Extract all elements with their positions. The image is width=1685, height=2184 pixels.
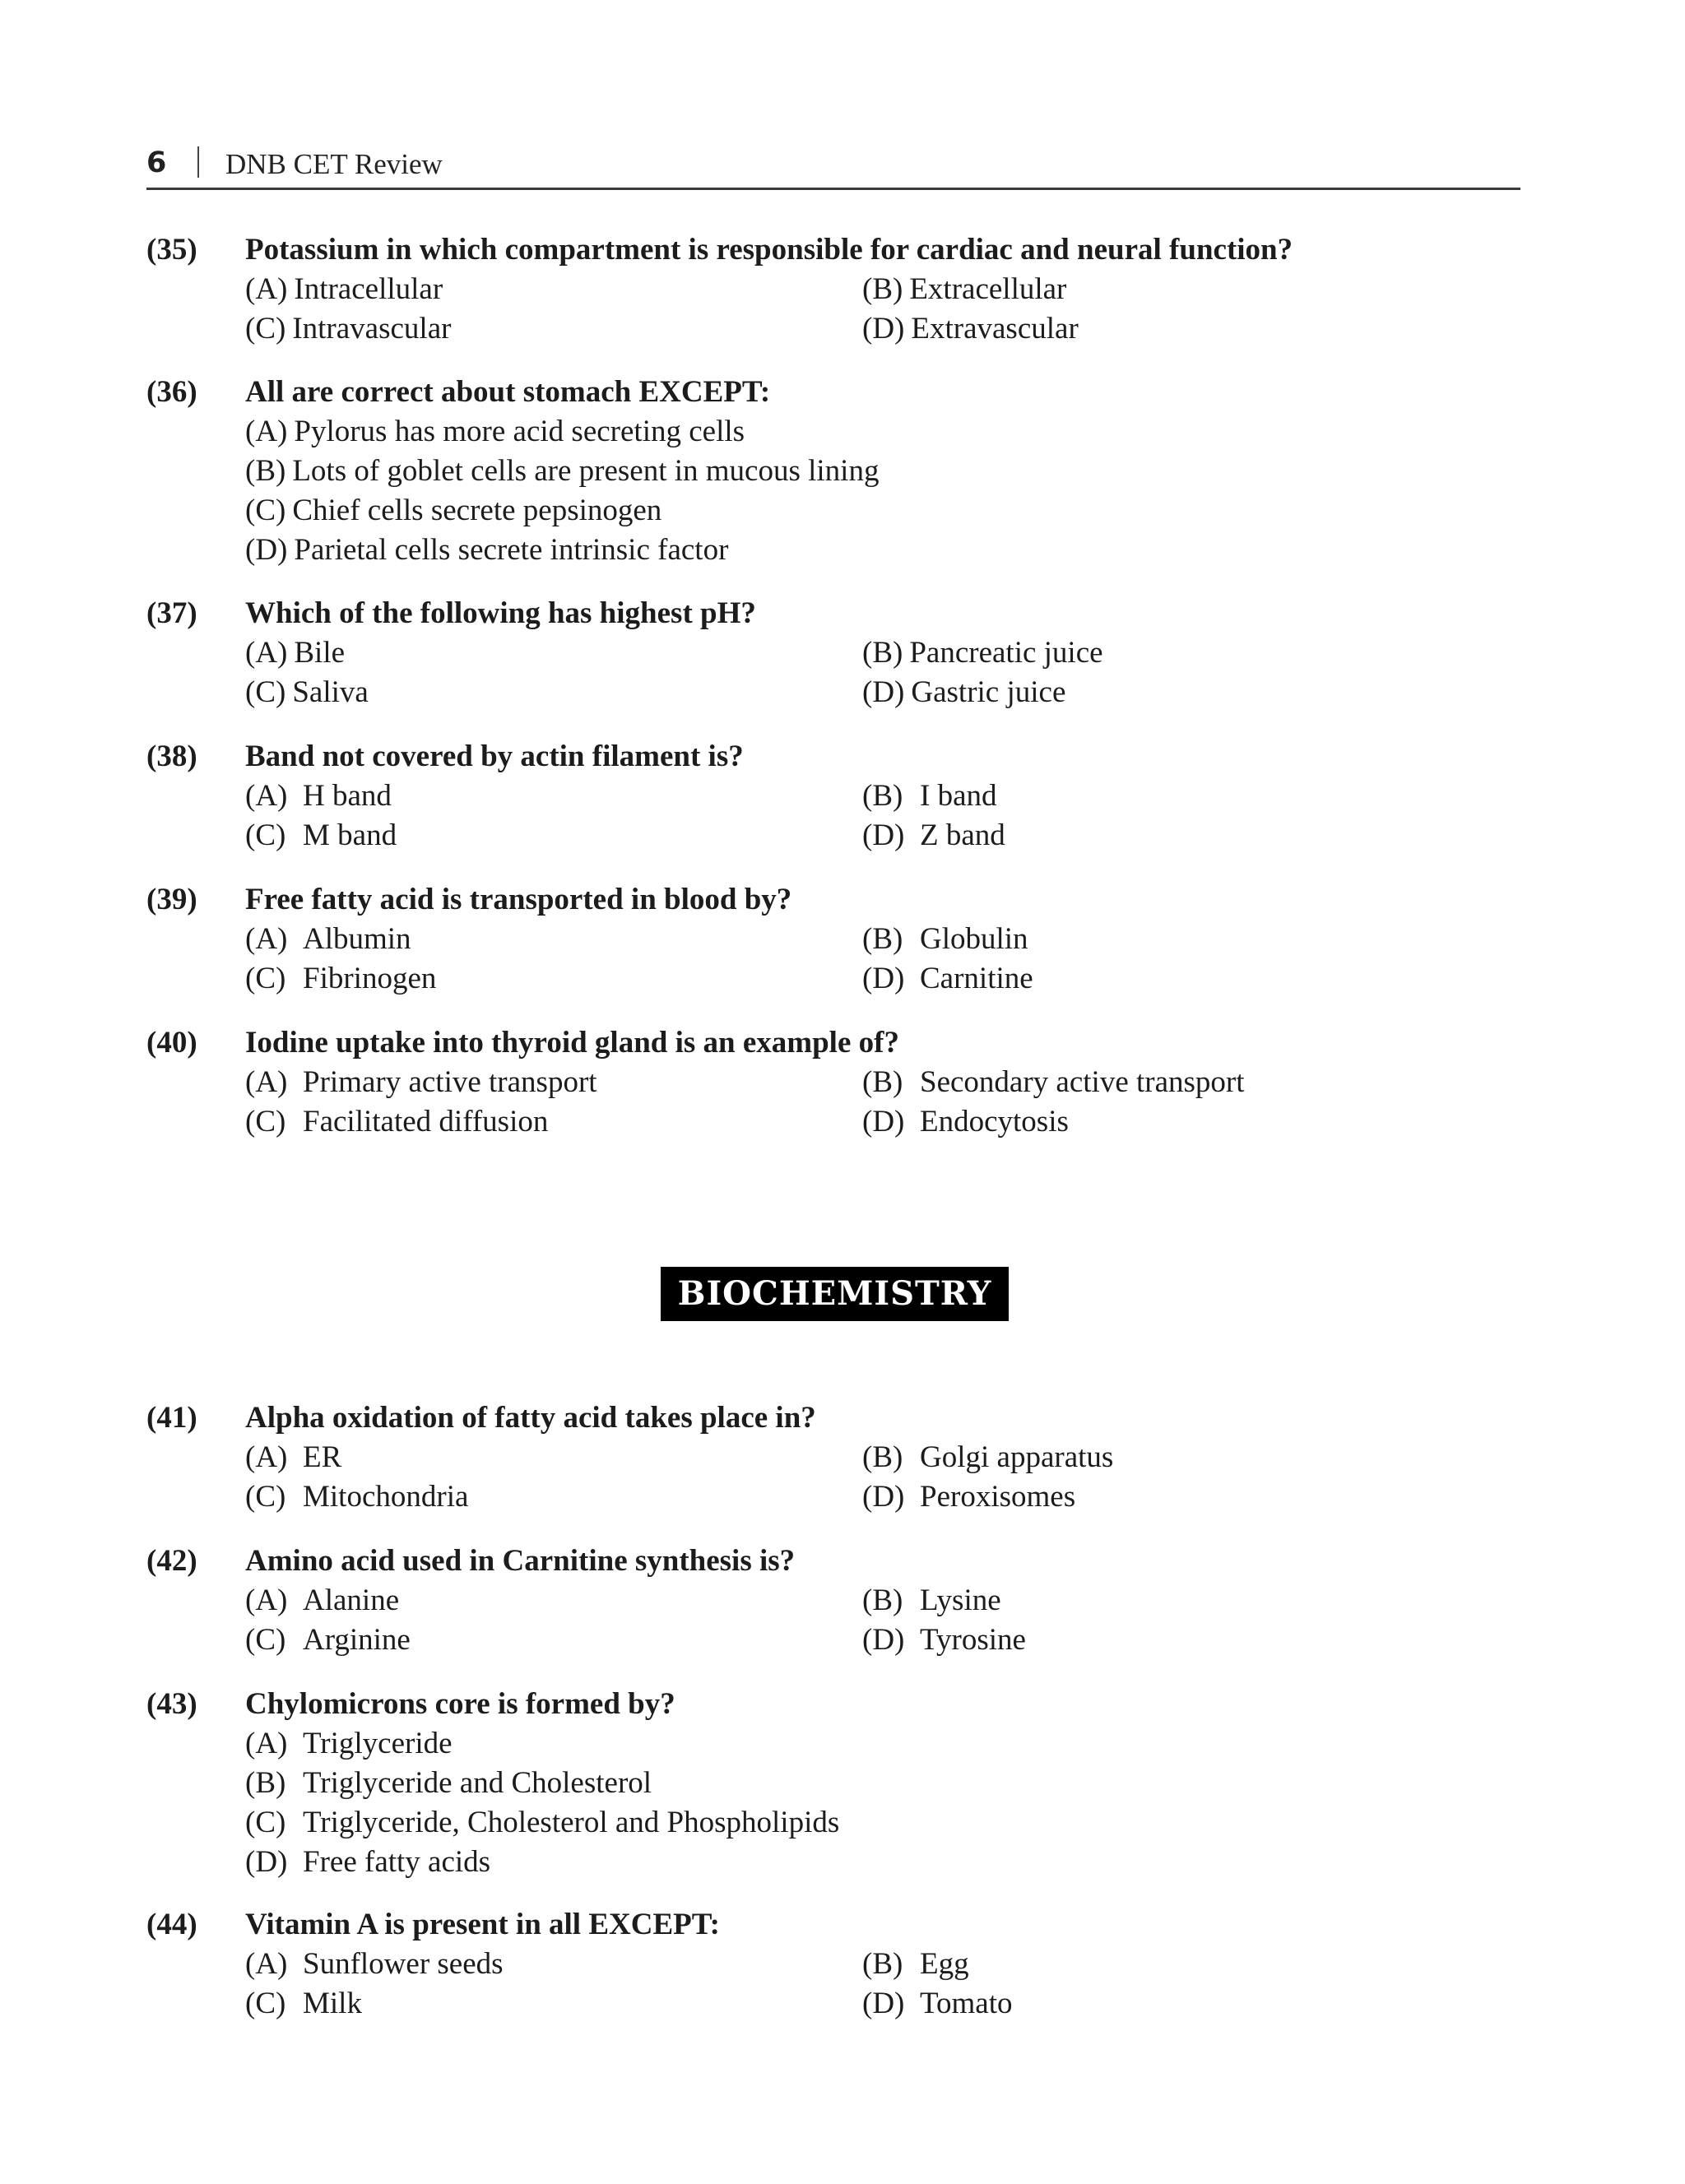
option-label: (A) [245, 1440, 288, 1474]
option-d [862, 959, 1438, 999]
option-c [245, 959, 862, 999]
option-c [245, 816, 862, 856]
option-b [862, 920, 1438, 959]
option-b [245, 452, 1438, 491]
question-number: (40) [146, 1026, 197, 1060]
option-label: (A) [245, 415, 288, 448]
option-text: Alanine [303, 1584, 400, 1617]
question-text: Iodine uptake into thyroid gland is an example of? [245, 1026, 899, 1060]
option-text: Peroxisomes [920, 1480, 1076, 1514]
option-text: Gastric juice [911, 675, 1066, 709]
option-text: Intracellular [294, 272, 443, 306]
option-label: (A) [245, 1727, 288, 1760]
option-c [245, 1803, 1438, 1843]
option-a [245, 920, 862, 959]
option-label: (C) [245, 1987, 286, 2020]
option-b [862, 777, 1438, 816]
option-text: Triglyceride and Cholesterol [303, 1766, 652, 1800]
option-text: Fibrinogen [303, 962, 437, 995]
option-text: Bile [294, 636, 346, 670]
option-c [245, 1102, 862, 1142]
option-label: (B) [862, 1947, 903, 1981]
option-label: (B) [862, 272, 903, 306]
option-c [245, 491, 1438, 531]
option-c [245, 309, 862, 349]
option-text: I band [920, 779, 997, 813]
question-number: (35) [146, 233, 197, 267]
option-label: (D) [862, 962, 905, 995]
option-label: (C) [245, 1623, 286, 1657]
option-d [245, 531, 1438, 570]
option-label: (B) [245, 454, 286, 488]
option-text: ER [303, 1440, 342, 1474]
option-text: Chief cells secrete pepsinogen [292, 494, 662, 527]
option-text: Parietal cells secrete intrinsic factor [294, 533, 729, 567]
page-header [146, 140, 1520, 190]
options [245, 920, 1438, 999]
option-a [245, 1063, 862, 1102]
question-text: Potassium in which compartment is responsible for cardiac and neural function? [245, 233, 1293, 267]
option-text: Triglyceride, Cholesterol and Phospholipids [303, 1806, 840, 1839]
header-separator [197, 146, 199, 178]
options [245, 633, 1438, 712]
option-label: (A) [245, 1947, 288, 1981]
question-number: (38) [146, 740, 197, 773]
options [245, 1581, 1438, 1660]
question-number: (37) [146, 596, 197, 630]
option-label: (C) [245, 962, 286, 995]
question-number: (42) [146, 1544, 197, 1578]
option-label: (A) [245, 272, 288, 306]
option-a [245, 1581, 862, 1621]
options [245, 1724, 1438, 1882]
options [245, 1945, 1438, 2024]
option-d [862, 1984, 1438, 2024]
option-d [862, 1621, 1438, 1660]
question-number: (36) [146, 375, 197, 409]
option-b [862, 1945, 1438, 1984]
option-d [862, 673, 1438, 712]
option-text: Free fatty acids [303, 1845, 491, 1879]
option-text: Tyrosine [920, 1623, 1026, 1657]
option-b [862, 1063, 1438, 1102]
options [245, 1438, 1438, 1517]
option-c [245, 1621, 862, 1660]
option-label: (B) [862, 1440, 903, 1474]
question-number: (41) [146, 1401, 197, 1435]
options [245, 777, 1438, 856]
section-heading-biochemistry: BIOCHEMISTRY [661, 1267, 1009, 1321]
option-text: Mitochondria [303, 1480, 469, 1514]
option-label: (C) [245, 1480, 286, 1514]
option-label: (D) [862, 1105, 905, 1138]
option-text: Extravascular [911, 312, 1079, 345]
option-b [862, 1438, 1438, 1477]
option-text: Carnitine [920, 962, 1033, 995]
option-a [245, 1724, 1438, 1764]
option-c [245, 673, 862, 712]
option-a [245, 1945, 862, 1984]
option-d [862, 1102, 1438, 1142]
option-text: Globulin [920, 922, 1028, 956]
option-label: (C) [245, 1105, 286, 1138]
page-number: 6 [146, 146, 167, 179]
option-text: Lysine [920, 1584, 1001, 1617]
option-text: Pancreatic juice [909, 636, 1103, 670]
option-a [245, 777, 862, 816]
option-label: (D) [245, 1845, 288, 1879]
option-label: (B) [862, 922, 903, 956]
option-label: (B) [862, 1065, 903, 1099]
option-label: (C) [245, 1806, 286, 1839]
option-d [245, 1843, 1438, 1882]
option-label: (B) [862, 636, 903, 670]
question-text: Band not covered by actin filament is? [245, 740, 744, 773]
option-text: Arginine [303, 1623, 411, 1657]
option-text: Secondary active transport [920, 1065, 1245, 1099]
option-text: Endocytosis [920, 1105, 1069, 1138]
option-text: Triglyceride [303, 1727, 453, 1760]
question-text: Free fatty acid is transported in blood by? [245, 883, 792, 916]
option-label: (D) [862, 1480, 905, 1514]
option-text: Saliva [292, 675, 369, 709]
option-text: Egg [920, 1947, 969, 1981]
options [245, 1063, 1438, 1142]
option-label: (C) [245, 312, 286, 345]
option-text: Milk [303, 1987, 362, 2020]
option-text: M band [303, 818, 397, 852]
option-text: Albumin [303, 922, 411, 956]
question-text: Chylomicrons core is formed by? [245, 1687, 675, 1721]
question-number: (39) [146, 883, 197, 916]
option-d [862, 1477, 1438, 1517]
option-text: Pylorus has more acid secreting cells [294, 415, 745, 448]
question-number: (43) [146, 1687, 197, 1721]
option-text: Golgi apparatus [920, 1440, 1114, 1474]
option-b [862, 1581, 1438, 1621]
options [245, 270, 1438, 349]
option-label: (D) [862, 1987, 905, 2020]
option-label: (A) [245, 1065, 288, 1099]
option-text: Facilitated diffusion [303, 1105, 549, 1138]
option-label: (D) [862, 312, 905, 345]
running-title: DNB CET Review [225, 148, 443, 180]
option-label: (A) [245, 922, 288, 956]
option-label: (B) [862, 1584, 903, 1617]
option-text: H band [303, 779, 392, 813]
option-d [862, 816, 1438, 856]
option-label: (A) [245, 779, 288, 813]
option-label: (C) [245, 675, 286, 709]
option-c [245, 1477, 862, 1517]
option-a [245, 270, 862, 309]
option-label: (B) [862, 779, 903, 813]
options [245, 412, 1438, 570]
option-text: Intravascular [292, 312, 452, 345]
question-text: Which of the following has highest pH? [245, 596, 756, 630]
option-label: (C) [245, 494, 286, 527]
option-label: (D) [862, 818, 905, 852]
option-c [245, 1984, 862, 2024]
option-text: Sunflower seeds [303, 1947, 504, 1981]
option-label: (C) [245, 818, 286, 852]
option-text: Tomato [920, 1987, 1013, 2020]
option-a [245, 412, 1438, 452]
option-a [245, 1438, 862, 1477]
option-text: Extracellular [909, 272, 1067, 306]
option-text: Z band [920, 818, 1005, 852]
option-b [862, 633, 1438, 673]
option-b [862, 270, 1438, 309]
option-label: (A) [245, 1584, 288, 1617]
option-b [245, 1764, 1438, 1803]
option-text: Lots of goblet cells are present in mucous lining [292, 454, 880, 488]
question-text: Alpha oxidation of fatty acid takes place in? [245, 1401, 816, 1435]
question-number: (44) [146, 1908, 197, 1941]
option-label: (A) [245, 636, 288, 670]
question-text: Vitamin A is present in all EXCEPT: [245, 1908, 720, 1941]
option-label: (D) [862, 675, 905, 709]
option-label: (D) [245, 533, 288, 567]
option-label: (D) [862, 1623, 905, 1657]
option-text: Primary active transport [303, 1065, 597, 1099]
option-label: (B) [245, 1766, 286, 1800]
question-text: Amino acid used in Carnitine synthesis is? [245, 1544, 796, 1578]
question-text: All are correct about stomach EXCEPT: [245, 375, 771, 409]
option-d [862, 309, 1438, 349]
option-a [245, 633, 862, 673]
